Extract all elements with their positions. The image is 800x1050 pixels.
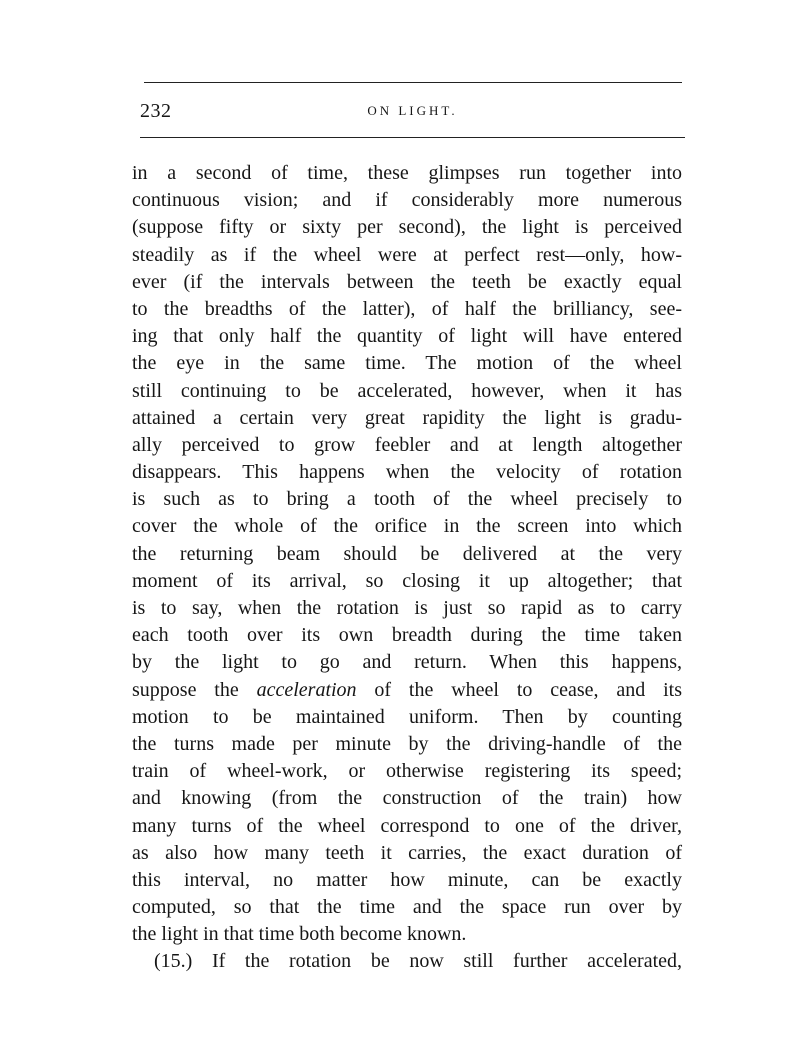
text-line: ing that only half the quantity of light will have entered xyxy=(132,325,682,348)
text-line: the eye in the same time. The motion of the wheel xyxy=(132,352,682,375)
header-rule-bottom xyxy=(140,137,685,138)
text-line: to the breadths of the latter), of half the brilliancy, see- xyxy=(132,297,682,320)
text-line: continuous vision; and if considerably more numerous xyxy=(132,189,682,212)
text-line: motion to be maintained uniform. Then by counting xyxy=(132,705,682,728)
section-15-opening-line: (15.) If the rotation be now still further accelerated, xyxy=(154,950,682,973)
page-header xyxy=(140,100,685,128)
text-line: the returning beam should be delivered at the very xyxy=(132,542,682,565)
text-line: moment of its arrival, so closing it up altogether; that xyxy=(132,569,682,592)
text-line: train of wheel-work, or otherwise registering its speed; xyxy=(132,760,682,783)
body-text xyxy=(132,160,682,976)
text-segment: of the wheel to cease, and its xyxy=(356,678,682,701)
page-number: 232 xyxy=(140,100,172,122)
text-line: is such as to bring a tooth of the wheel precisely to xyxy=(132,488,682,511)
text-line: attained a certain very great rapidity the light is gradu- xyxy=(132,406,682,429)
italic-word: acceleration xyxy=(256,678,357,701)
text-line: still continuing to be accelerated, however, when it has xyxy=(132,379,682,402)
text-line: by the light to go and return. When this happens, xyxy=(132,651,682,674)
text-line: ever (if the intervals between the teeth be exactly equal xyxy=(132,270,682,293)
text-line: and knowing (from the construction of the train) how xyxy=(132,787,682,810)
text-line: many turns of the wheel correspond to one of the driver, xyxy=(132,814,682,837)
running-title: ON LIGHT. xyxy=(367,103,458,118)
text-line: (suppose fifty or sixty per second), the light is perceived xyxy=(132,216,682,239)
paragraph-end-line: the light in that time both become known. xyxy=(132,923,467,946)
text-line: this interval, no matter how minute, can be exactly xyxy=(132,868,682,891)
text-line: in a second of time, these glimpses run together into xyxy=(132,162,682,184)
text-line: ally perceived to grow feebler and at length altogether xyxy=(132,433,682,456)
text-line-with-italic xyxy=(132,677,682,704)
text-line: as also how many teeth it carries, the exact duration of xyxy=(132,841,682,864)
text-segment: suppose the xyxy=(132,678,257,701)
header-rule-top xyxy=(144,82,682,83)
text-line: steadily as if the wheel were at perfect rest—only, how- xyxy=(132,243,682,266)
text-line: computed, so that the time and the space run over by xyxy=(132,896,682,919)
text-line: the turns made per minute by the driving-handle of the xyxy=(132,732,682,755)
text-line: each tooth over its own breadth during the time taken xyxy=(132,624,682,647)
text-line: disappears. This happens when the velocity of rotation xyxy=(132,461,682,484)
text-line: cover the whole of the orifice in the screen into which xyxy=(132,515,682,538)
text-line: is to say, when the rotation is just so rapid as to carry xyxy=(132,597,682,619)
